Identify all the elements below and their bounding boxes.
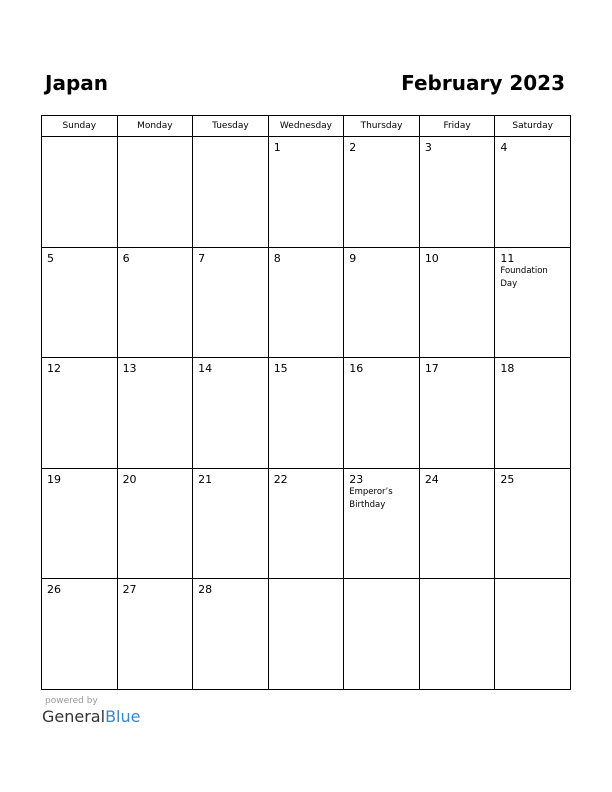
day-cell <box>268 358 344 469</box>
holiday-label-line: Day <box>500 278 518 289</box>
weekday-header: Friday <box>419 116 495 137</box>
day-cell <box>495 358 571 469</box>
day-number: 6 <box>122 251 130 265</box>
holiday-label-line: Emperor’s <box>349 486 393 497</box>
day-number: 20 <box>122 472 137 486</box>
day-number: 24 <box>424 472 439 486</box>
day-number: 7 <box>198 251 206 265</box>
day-cell <box>268 579 344 690</box>
day-number: 4 <box>500 141 508 154</box>
weekday-header: Tuesday <box>193 116 269 137</box>
week-row <box>42 358 571 469</box>
day-number: 27 <box>122 583 137 596</box>
day-number: 18 <box>500 362 515 375</box>
day-number: 17 <box>424 362 439 375</box>
day-cell <box>193 247 269 358</box>
day-cell <box>268 137 344 248</box>
day-number: 21 <box>198 472 213 486</box>
day-number <box>495 579 570 583</box>
day-number: 12 <box>47 362 61 375</box>
week-row <box>42 137 571 248</box>
day-number: 3 <box>424 141 432 154</box>
day-cell <box>419 247 495 358</box>
day-cell <box>42 358 118 469</box>
day-cell <box>117 579 193 690</box>
day-cell <box>495 579 571 690</box>
country-title: Japan <box>45 71 108 95</box>
day-number: 16 <box>349 362 364 375</box>
day-number: 19 <box>47 472 61 486</box>
week-row <box>42 247 571 358</box>
weekday-header: Monday <box>117 116 193 137</box>
day-cell <box>193 468 269 579</box>
day-number: 25 <box>500 472 515 486</box>
powered-by-label: powered by <box>45 696 98 706</box>
day-number: 2 <box>349 141 357 154</box>
day-cell <box>495 247 571 358</box>
footer-branding <box>42 695 140 727</box>
holiday-label-line: Birthday <box>349 499 386 510</box>
day-number <box>193 137 268 141</box>
day-number: 14 <box>198 362 213 375</box>
brand-name-general: General <box>42 707 106 726</box>
day-number: 26 <box>47 583 61 596</box>
day-cell <box>193 579 269 690</box>
day-number: 22 <box>273 472 288 486</box>
day-number: 5 <box>47 251 54 265</box>
day-number <box>344 579 419 583</box>
weekday-header-row <box>42 116 571 137</box>
week-row <box>42 579 571 690</box>
holiday-label-line: Foundation <box>500 265 548 276</box>
day-cell <box>42 137 118 248</box>
day-number: 15 <box>273 362 288 375</box>
day-number: 1 <box>273 141 281 154</box>
calendar-grid <box>41 115 571 690</box>
day-cell <box>42 247 118 358</box>
day-number: 13 <box>122 362 137 375</box>
day-number: 11 <box>500 251 515 265</box>
day-number <box>269 579 344 583</box>
day-cell <box>419 137 495 248</box>
day-cell <box>42 579 118 690</box>
month-year-title: February 2023 <box>401 71 565 95</box>
day-number: 28 <box>198 583 213 596</box>
day-cell <box>344 137 420 248</box>
day-cell <box>344 468 420 579</box>
day-cell <box>117 137 193 248</box>
day-number <box>420 579 495 583</box>
week-row <box>42 468 571 579</box>
day-number: 23 <box>349 472 364 486</box>
day-cell <box>117 247 193 358</box>
weekday-header: Sunday <box>42 116 118 137</box>
day-number: 10 <box>424 251 439 265</box>
weekday-header: Thursday <box>344 116 420 137</box>
day-cell <box>495 468 571 579</box>
day-cell <box>419 358 495 469</box>
day-cell <box>344 579 420 690</box>
day-number: 9 <box>349 251 357 265</box>
brand-name-blue: Blue <box>105 707 141 726</box>
day-cell <box>193 137 269 248</box>
weekday-header: Saturday <box>495 116 571 137</box>
day-cell <box>344 358 420 469</box>
day-cell <box>117 358 193 469</box>
day-number <box>118 137 193 141</box>
day-cell <box>117 468 193 579</box>
day-cell <box>344 247 420 358</box>
day-number: 8 <box>273 251 281 265</box>
generalblue-logo[interactable] <box>42 707 140 727</box>
weekday-header: Wednesday <box>268 116 344 137</box>
day-cell <box>495 137 571 248</box>
day-cell <box>268 468 344 579</box>
day-cell <box>42 468 118 579</box>
day-cell <box>419 468 495 579</box>
day-cell <box>268 247 344 358</box>
day-cell <box>193 358 269 469</box>
day-number <box>42 137 117 141</box>
day-cell <box>419 579 495 690</box>
